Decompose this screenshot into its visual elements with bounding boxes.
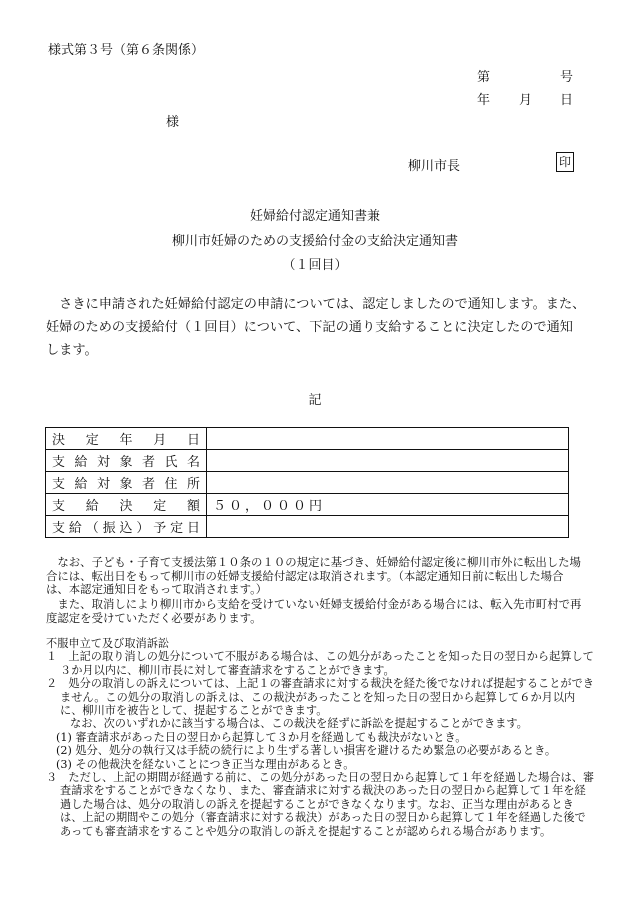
table-row — [46, 516, 569, 538]
appeal-sub-1: (1) 審査請求があった日の翌日から起算して３か月を経過しても裁決がないとき。 — [56, 730, 467, 744]
row-label: 支給対象者住所 — [46, 472, 207, 494]
appeal-section — [46, 637, 596, 838]
row-label: 決定年月日 — [46, 428, 207, 450]
row-value — [207, 428, 569, 450]
row-value: ５０，０００円 — [207, 494, 569, 516]
date-year-label: 年 — [477, 93, 491, 108]
table-row — [46, 472, 569, 494]
appeal-heading: 不服申立て及び取消訴訟 — [46, 637, 170, 650]
document-number-suffix: 号 — [560, 70, 574, 85]
date-day-label: 日 — [560, 93, 574, 108]
appeal-item-3: ３ ただし、上記の期間が経過する前に、この処分があった日の翌日から起算して１年を経過した場合は、審査請求をすることができなくなり、また、審査請求に対する裁決のあった日の翌日から起算して１年を経過した場合は、処分の取消しの訴えを提起することができなくなります。なお、正当な理由があるときは、上記の期間やこの処分（審査請求に対する裁決）があった日の翌日から起算して１年を経過した後であっても審査請求をすることや処分の取消しの訴えを提起することが認められる場合があります。 — [46, 771, 595, 838]
record-table — [45, 427, 569, 538]
note-transfer: なお、子ども・子育て支援法第１０条の１０の規定に基づき、妊婦給付認定後に柳川市外に転出した場合には、転出日をもって柳川市の妊婦支援給付認定は取消されます。（本認定通知日前に転出した場合は、本認定通知日をもって取消されます。） — [46, 555, 581, 597]
appeal-sub-2: (2) 処分、処分の執行又は手続の続行により生ずる著しい損害を避けるため緊急の必要があるとき。 — [56, 744, 557, 758]
document-number-label: 第 — [477, 70, 491, 85]
title-line-2: 柳川市妊婦のための支援給付金の支給決定通知書 — [171, 234, 458, 249]
row-label: 支給決定額 — [46, 494, 207, 516]
row-label: 支給（振込）予定日 — [46, 516, 207, 538]
form-number: 様式第３号（第６条関係） — [48, 43, 205, 58]
row-label: 支給対象者氏名 — [46, 450, 207, 472]
appeal-item-1: １ 上記の取り消しの処分について不服がある場合は、この処分があったことを知った日の翌日から起算して３か月以内に、柳川市長に対して審査請求をすることができます。 — [46, 650, 594, 677]
issuer-name: 柳川市長 — [408, 159, 461, 174]
table-row — [46, 494, 569, 516]
row-value — [207, 450, 569, 472]
appeal-item-2: ２ 処分の取消しの訴えについては、上記１の審査請求に対する裁決を経た後でなければ提起することができません。この処分の取消しの訴えは、この裁決があったことを知った日の翌日から起算して６か月以内に、柳川市を被告として、提起することができます。 — [46, 677, 594, 718]
title-line-3: （１回目） — [282, 258, 348, 273]
ki-heading: 記 — [308, 393, 322, 408]
body-paragraph: さきに申請された妊婦給付認定の申請については、認定しましたので通知します。また、妊婦のための支援給付（１回目）について、下記の通り支給することに決定したので通知します。 — [46, 297, 586, 358]
appeal-item-2-note: なお、次のいずれかに該当する場合は、この裁決を経ずに訴訟を提起することができます。 — [70, 717, 528, 731]
title-line-1: 妊婦給付認定通知書兼 — [249, 209, 380, 224]
table-row — [46, 450, 569, 472]
addressee-suffix: 様 — [166, 115, 180, 130]
appeal-sub-3: (3) その他裁決を経ないことにつき正当な理由があるとき。 — [56, 757, 355, 771]
seal-mark: 印 — [556, 152, 574, 172]
note-recertify: また、取消しにより柳川市から支給を受けていない妊婦支援給付金がある場合には、転入先市町村で再度認定を受けていただく必要があります。 — [46, 597, 582, 625]
row-value — [207, 472, 569, 494]
date-month-label: 月 — [519, 93, 533, 108]
row-value — [207, 516, 569, 538]
table-row — [46, 428, 569, 450]
